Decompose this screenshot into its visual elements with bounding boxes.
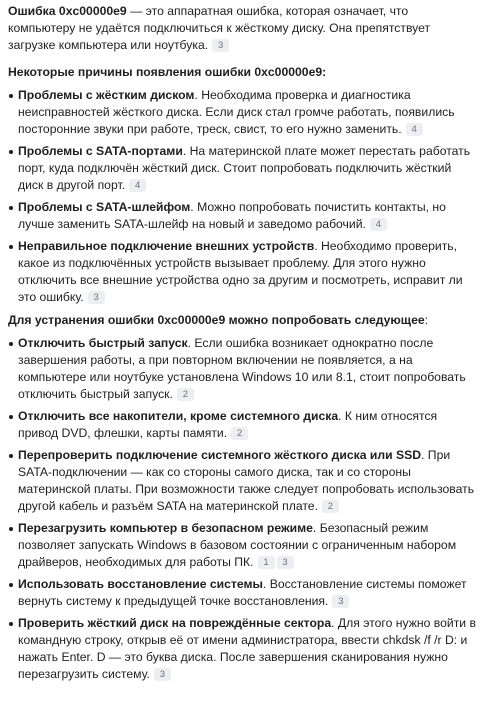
causes-list <box>8 87 477 306</box>
list-item <box>8 87 477 138</box>
intro-bold: Ошибка 0xc00000e9 <box>8 4 127 18</box>
item-text: . Восстановление системы поможет вернуть систему к предыдущей точке восстановления. <box>18 577 467 608</box>
citation-badge[interactable]: 3 <box>88 291 105 304</box>
list-item <box>8 615 477 683</box>
citation-badge[interactable]: 4 <box>370 218 387 231</box>
list-item <box>8 447 477 515</box>
intro-text: — это аппаратная ошибка, которая означает, что компьютеру не удаётся подключиться к жёсткому диску. Она препятствует загрузке компьютера или ноутбука. <box>8 4 431 52</box>
list-item <box>8 408 477 442</box>
citation-badge[interactable]: 1 <box>258 556 275 569</box>
list-item <box>8 199 477 233</box>
citation-badge[interactable]: 3 <box>212 39 229 52</box>
fix-heading <box>8 312 477 329</box>
item-title: Отключить все накопители, кроме системного диска <box>18 409 339 423</box>
item-text: . К ним относятся привод DVD, флешки, карты памяти. <box>18 409 438 440</box>
item-text: . Необходимо проверить, какое из подключённых устройств вызывает проблему. Для этого нужно отключить все внешние устройства одно за другим и посмотреть, исправит ли это ошибку. <box>18 239 463 304</box>
causes-heading: Некоторые причины появления ошибки 0xc00000e9: <box>8 65 327 79</box>
item-title: Перепроверить подключение системного жёсткого диска или SSD <box>18 448 422 462</box>
intro-paragraph <box>8 3 477 54</box>
citation-badge[interactable]: 3 <box>277 556 294 569</box>
item-title: Проблемы с жёстким диском <box>18 88 195 102</box>
citation-badge[interactable]: 3 <box>332 595 349 608</box>
item-text: . При SATA-подключении — как со стороны самого диска, так и со стороны материнской платы. При возможности также следует попробовать использовать другой кабель и разъём SATA на материнской плате. <box>18 448 475 513</box>
item-title: Использовать восстановление системы <box>18 577 263 591</box>
item-title: Неправильное подключение внешних устройств <box>18 239 315 253</box>
list-item <box>8 520 477 571</box>
list-item <box>8 576 477 610</box>
item-title: Проблемы с SATA-шлейфом <box>18 200 191 214</box>
citation-badge[interactable]: 2 <box>322 500 339 513</box>
citation-badge[interactable]: 2 <box>177 388 194 401</box>
item-title: Проверить жёсткий диск на повреждённые сектора <box>18 616 332 630</box>
item-text: . Необходима проверка и диагностика неисправностей жёсткого диска. Если диск стал громче работать, появились посторонние звуки при работе, треск, свист, то его нужно заменить. <box>18 88 455 136</box>
fix-heading-text: Для устранения ошибки 0xc00000e9 можно попробовать следующее <box>8 313 425 327</box>
item-text: . Если ошибка возникает однократно после завершения работы, а при повторном включении не появляется, а на компьютере или ноутбуке установлена Windows 10 или 8.1, стоит попробовать отключить быстрый запуск. <box>18 336 466 401</box>
citation-badge[interactable]: 4 <box>129 179 146 192</box>
item-text: . На материнской плате может перестать работать порт, куда подключён жёсткий диск. Стоит попробовать подключить жёсткий диск в другой порт. <box>18 144 471 192</box>
list-item <box>8 238 477 306</box>
item-title: Отключить быстрый запуск <box>18 336 188 350</box>
item-text: . Можно попробовать почистить контакты, но лучше заменить SATA-шлейф на новый и заведомо рабочий. <box>18 200 446 231</box>
item-title: Проблемы с SATA-портами <box>18 144 183 158</box>
list-item <box>8 143 477 194</box>
list-item <box>8 335 477 403</box>
item-text: . Безопасный режим позволяет запускать Windows в базовом состоянии с ограниченным набором драйверов, необходимых для работы ПК. <box>18 521 457 569</box>
item-title: Перезагрузить компьютер в безопасном режиме <box>18 521 313 535</box>
citation-badge[interactable]: 4 <box>406 123 423 136</box>
item-text: . Для этого нужно войти в командную строку, открыв её от имени администратора, ввести chkdsk /f /r D: и нажать Enter. D — это буква диска. После завершения сканирования нужно перезагрузить систему. <box>18 616 476 681</box>
citation-badge[interactable]: 2 <box>231 427 248 440</box>
fixes-list <box>8 335 477 683</box>
citation-badge[interactable]: 3 <box>154 668 171 681</box>
fix-heading-colon: : <box>424 313 429 327</box>
